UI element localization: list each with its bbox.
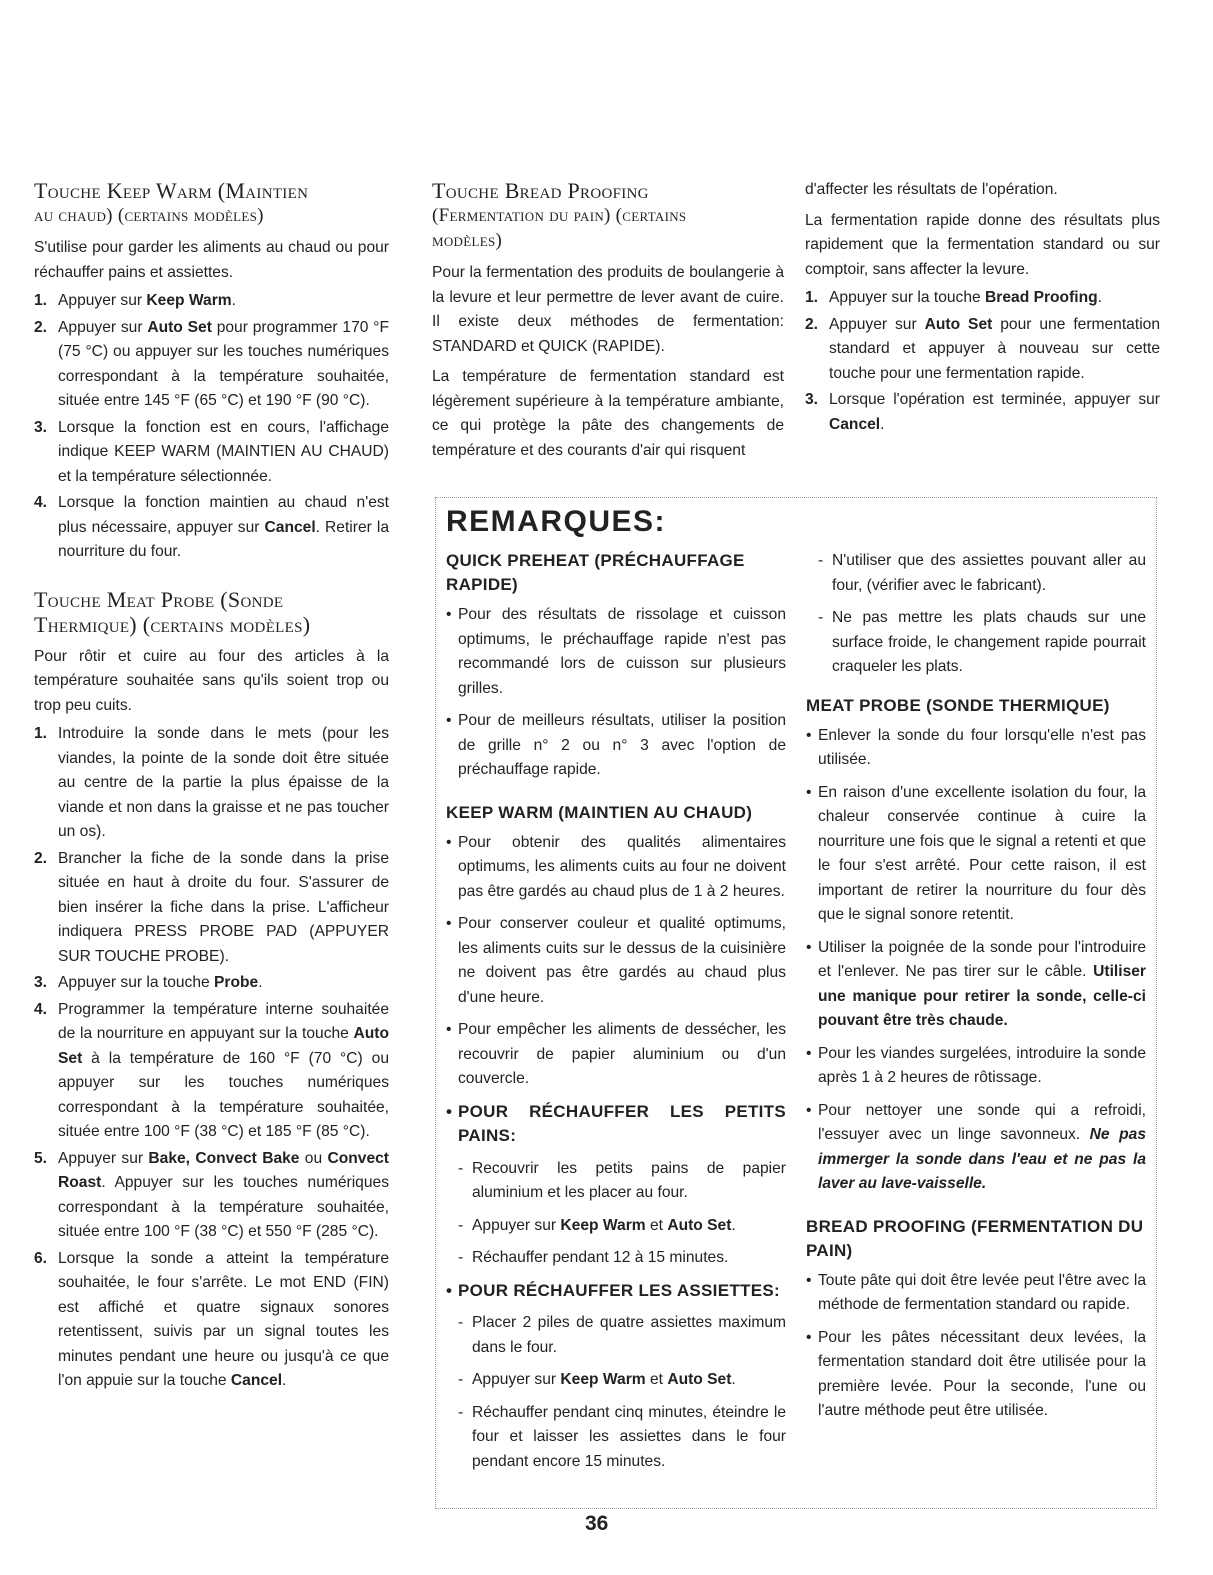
bread-proofing-note-list [806,1269,1146,1424]
key-name: Auto Set [667,1371,732,1388]
petits-pains-heading: • POUR RÉCHAUFFER LES PETITS PAINS: [446,1100,786,1149]
key-name: Keep Warm [560,1216,646,1234]
key-name: Bake, Convect Bake [148,1149,300,1167]
meat-probe-heading [34,587,389,637]
key-name: Auto Set [147,318,212,336]
meat-probe-step [34,722,389,845]
step-text: Appuyer sur [58,318,148,336]
keep-warm-step [34,491,389,565]
step-text: pour programmer 170 °F (75 °C) ou appuyer sur les touches numériques correspondant à la température souhaitée, située entre 145 °F (65 °C) et 190 °F (90 °C). [58,318,389,409]
key-name: Keep Warm [146,292,232,309]
step-text: Appuyer sur [829,315,925,333]
bread-proofing-step [805,388,1160,437]
step-text: à la température de 160 °F (70 °C) ou appuyer sur les touches numériques correspondant à la température souhaitée, située entre 100 °F (38 °C) et 185 °F (85 °C). [58,1049,389,1140]
note-item: • En raison d'une excellente isolation du four, la chaleur conservée continue à cuire la nourriture une fois que le signal a retenti et que le four s'est arrêté. Pour cette raison, il est important de retirer la nourriture du four dès que le signal sonore retentit. [806,781,1146,928]
meat-probe-heading-line1: Touche Meat Probe (Sonde [34,586,284,612]
note-text: . [731,1371,736,1388]
key-name: Convect Roast [58,1149,389,1191]
note-item [806,1099,1146,1197]
note-text: Utiliser la poignée de la sonde pour l'introduire et l'enlever. Ne pas tirer sur le câble. [818,938,1146,980]
quick-preheat-list [446,603,786,783]
plates-dash-list [806,549,1146,680]
step-text: Appuyer sur [58,292,147,309]
key-name: Cancel [230,1372,283,1389]
bread-proofing-heading-line1: Touche Bread Proofing [432,178,649,203]
note-item: - Recouvrir les petits pains de papier aluminium et les placer au four. [458,1157,786,1206]
step-text: . [880,415,885,433]
key-name: Auto Set [924,315,993,333]
step-number: 2. [34,849,48,867]
step-number: 6. [34,1249,48,1267]
meat-probe-step [34,998,389,1145]
meat-probe-step [34,971,389,996]
note-item: - Réchauffer pendant 12 à 15 minutes. [458,1246,786,1271]
step-number: 1. [34,725,48,742]
note-item: • Enlever la sonde du four lorsqu'elle n'est pas utilisée. [806,724,1146,773]
assiettes-heading: • POUR RÉCHAUFFER LES ASSIETTES: [446,1279,786,1304]
column-middle [432,178,784,463]
note-text: et [645,1371,668,1388]
step-text: Programmer la température interne souhaitée de la nourriture en appuyant sur la touche [58,1000,389,1042]
keep-warm-steps [34,289,389,565]
bread-quick-paragraph: La fermentation rapide donne des résultats plus rapidement que la fermentation standard ou sur comptoir, sans affecter la levure. [805,211,1160,278]
note-item [458,1368,786,1393]
keep-warm-note-heading: KEEP WARM (MAINTIEN AU CHAUD) [446,802,753,822]
keep-warm-intro: S'utilise pour garder les aliments au chaud ou pour réchauffer pains et assiettes. [34,239,389,281]
meat-probe-step [34,847,389,970]
notes-left-column [446,549,786,1482]
note-text: Appuyer sur [472,1371,561,1388]
note-item: • Toute pâte qui doit être levée peut l'être avec la méthode de fermentation standard ou rapide. [806,1269,1146,1318]
step-text: Appuyer sur la touche [58,974,215,991]
step-text: Lorsque la fonction maintien au chaud n'est plus nécessaire, appuyer sur [58,494,389,536]
note-item: • Pour obtenir des qualités alimentaires optimums, les aliments cuits au four ne doivent pas être gardés au chaud plus de 1 à 2 heures. [446,831,786,905]
note-item: - Ne pas mettre les plats chauds sur une surface froide, le changement rapide pourrait craqueler les plats. [818,606,1146,680]
keep-warm-step [34,289,389,314]
bread-proofing-note-heading: BREAD PROOFING (FERMENTATION DU PAIN) [806,1216,1144,1260]
note-text: . [731,1216,736,1234]
meat-probe-note-list [806,724,1146,1197]
step-text: Introduire la sonde dans le mets (pour les viandes, la pointe de la sonde doit être située au centre de la partie la plus épaisse de la viande et non dans la graisse et ne pas toucher un os). [58,725,389,840]
step-text: . Appuyer sur les touches numériques correspondant à la température souhaitée, située entre 100 °F (38 °C) et 550 °F (285 °C). [58,1174,389,1240]
bread-proofing-step [805,313,1160,387]
step-number: 1. [34,292,48,309]
step-number: 3. [34,974,48,991]
keep-warm-heading [34,178,389,228]
keep-warm-note-list [446,831,786,1149]
note-item [806,936,1146,1034]
step-text: . [1097,289,1103,306]
bread-proofing-standard: La température de fermentation standard est légèrement supérieure à la température ambiante, ce qui protège la pâte des changements de température et des courants d'air qui risquent [432,368,784,459]
note-item: • Pour conserver couleur et qualité optimums, les aliments cuits sur le dessus de la cuisinière ne doivent pas être gardés au chaud plus d'une heure. [446,912,786,1010]
step-number: 5. [34,1149,48,1167]
bread-proofing-steps [805,286,1160,437]
bread-proofing-intro: Pour la fermentation des produits de boulangerie à la levure et leur permettre de lever avant de cuire. Il existe deux méthodes de fermentation: STANDARD et QUICK (RAPIDE). [432,264,784,355]
key-name: Auto Set [58,1025,389,1067]
step-text: Appuyer sur [58,1149,149,1167]
step-text: Appuyer sur la touche [829,289,986,306]
note-item: • Pour empêcher les aliments de dessécher, les recouvrir de papier aluminium ou d'un couvercle. [446,1018,786,1092]
bread-proofing-heading-line2: (Fermentation du pain) (certains [432,205,687,226]
key-name: Cancel [829,415,881,433]
step-text: ou [299,1149,328,1167]
step-number: 2. [805,315,819,333]
step-text: Lorsque l'opération est terminée, appuyer sur [829,391,1160,408]
bread-proofing-heading-line3: modèles) [432,230,503,251]
key-name: Bread Proofing [985,289,1098,306]
notes-title: REMARQUES: [446,505,667,538]
meat-probe-step [34,1247,389,1394]
bread-continued: d'affecter les résultats de l'opération. [805,181,1058,198]
note-item [458,1214,786,1239]
warning-text: Utiliser une manique pour retirer la sonde, celle-ci pouvant être très chaude. [818,963,1146,1029]
key-name: Probe [214,974,259,991]
step-number: 4. [34,1000,48,1018]
keep-warm-heading-line2: au chaud) (certains modèles) [34,205,264,226]
key-name: Cancel [264,518,316,536]
step-number: 1. [805,289,819,306]
step-text: . [231,292,236,309]
column-right [805,178,1160,439]
note-item: - Placer 2 piles de quatre assiettes maximum dans le four. [458,1311,786,1360]
step-number: 3. [805,391,819,408]
note-item: • Pour de meilleurs résultats, utiliser la position de grille n° 2 ou n° 3 avec l'option de préchauffage rapide. [446,709,786,783]
assiettes-group [446,1279,786,1304]
warning-text: Ne pas immerger la sonde dans l'eau et ne pas la laver au lave-vaisselle. [818,1126,1147,1192]
step-text: Lorsque la sonde a atteint la température souhaitée, le four s'arrête. Le mot END (FIN) est affiché et quatre signaux sonores retentissent, suivis par un signal toutes les minutes pendant une heure ou jusqu'à ce que l'on appuie sur la touche [58,1249,389,1389]
step-text: Brancher la fiche de la sonde dans la prise située en haut à droite du four. S'assurer de bien insérer la fiche dans la prise. L'afficheur indiquera PRESS PROBE PAD (APPUYER SUR TOUCHE PROBE). [58,849,389,965]
note-item: • Pour les viandes surgelées, introduire la sonde après 1 à 2 heures de rôtissage. [806,1042,1146,1091]
meat-probe-heading-line2: Thermique) (certains modèles) [34,611,311,637]
meat-probe-steps [34,722,389,1394]
step-text: Lorsque la fonction est en cours, l'affichage indique KEEP WARM (MAINTIEN AU CHAUD) et la température sélectionnée. [58,418,389,485]
step-number: 4. [34,494,48,511]
step-text: pour une fermentation standard et appuyer à nouveau sur cette touche pour une fermentation rapide. [829,315,1160,382]
quick-preheat-heading: QUICK PREHEAT (PRÉCHAUFFAGE RAPIDE) [446,551,745,594]
keep-warm-step [34,316,389,414]
step-number: 3. [34,418,48,436]
page-number: 36 [585,1512,609,1535]
column-left [34,178,389,1396]
petits-pains-list [446,1157,786,1271]
note-item: - Réchauffer pendant cinq minutes, éteindre le four et laisser les assiettes dans le four pendant encore 15 minutes. [458,1401,786,1475]
bread-proofing-heading [432,178,784,253]
meat-probe-intro: Pour rôtir et cuire au four des articles à la température souhaitée sans qu'ils soient trop ou trop peu cuits. [34,647,389,714]
note-item: • Pour des résultats de rissolage et cuisson optimums, le préchauffage rapide n'est pas recommandé lors de cuisson sur plusieurs grilles. [446,603,786,701]
key-name: Auto Set [667,1216,732,1234]
note-text: et [645,1216,668,1234]
note-text: Appuyer sur [472,1216,561,1234]
step-text: . Retirer la nourriture du four. [58,518,389,560]
note-item: • Pour les pâtes nécessitant deux levées, la fermentation standard doit être utilisée pour la première levée. Pour la seconde, l'une ou l'autre méthode peut être utilisée. [806,1326,1146,1424]
assiettes-list [446,1311,786,1474]
step-text: . [282,1372,287,1389]
keep-warm-heading-line1: Touche Keep Warm (Maintien [34,178,309,203]
meat-probe-step [34,1147,389,1245]
key-name: Keep Warm [560,1371,646,1388]
keep-warm-step [34,416,389,490]
bread-proofing-step [805,286,1160,311]
notes-right-column [806,549,1146,1432]
meat-probe-note-heading: MEAT PROBE (SONDE THERMIQUE) [806,695,1110,715]
step-number: 2. [34,318,48,336]
note-text: Pour nettoyer une sonde qui a refroidi, l'essuyer avec un linge savonneux. [818,1101,1146,1143]
note-item: - N'utiliser que des assiettes pouvant aller au four, (vérifier avec le fabricant). [818,549,1146,598]
step-text: . [258,974,263,991]
